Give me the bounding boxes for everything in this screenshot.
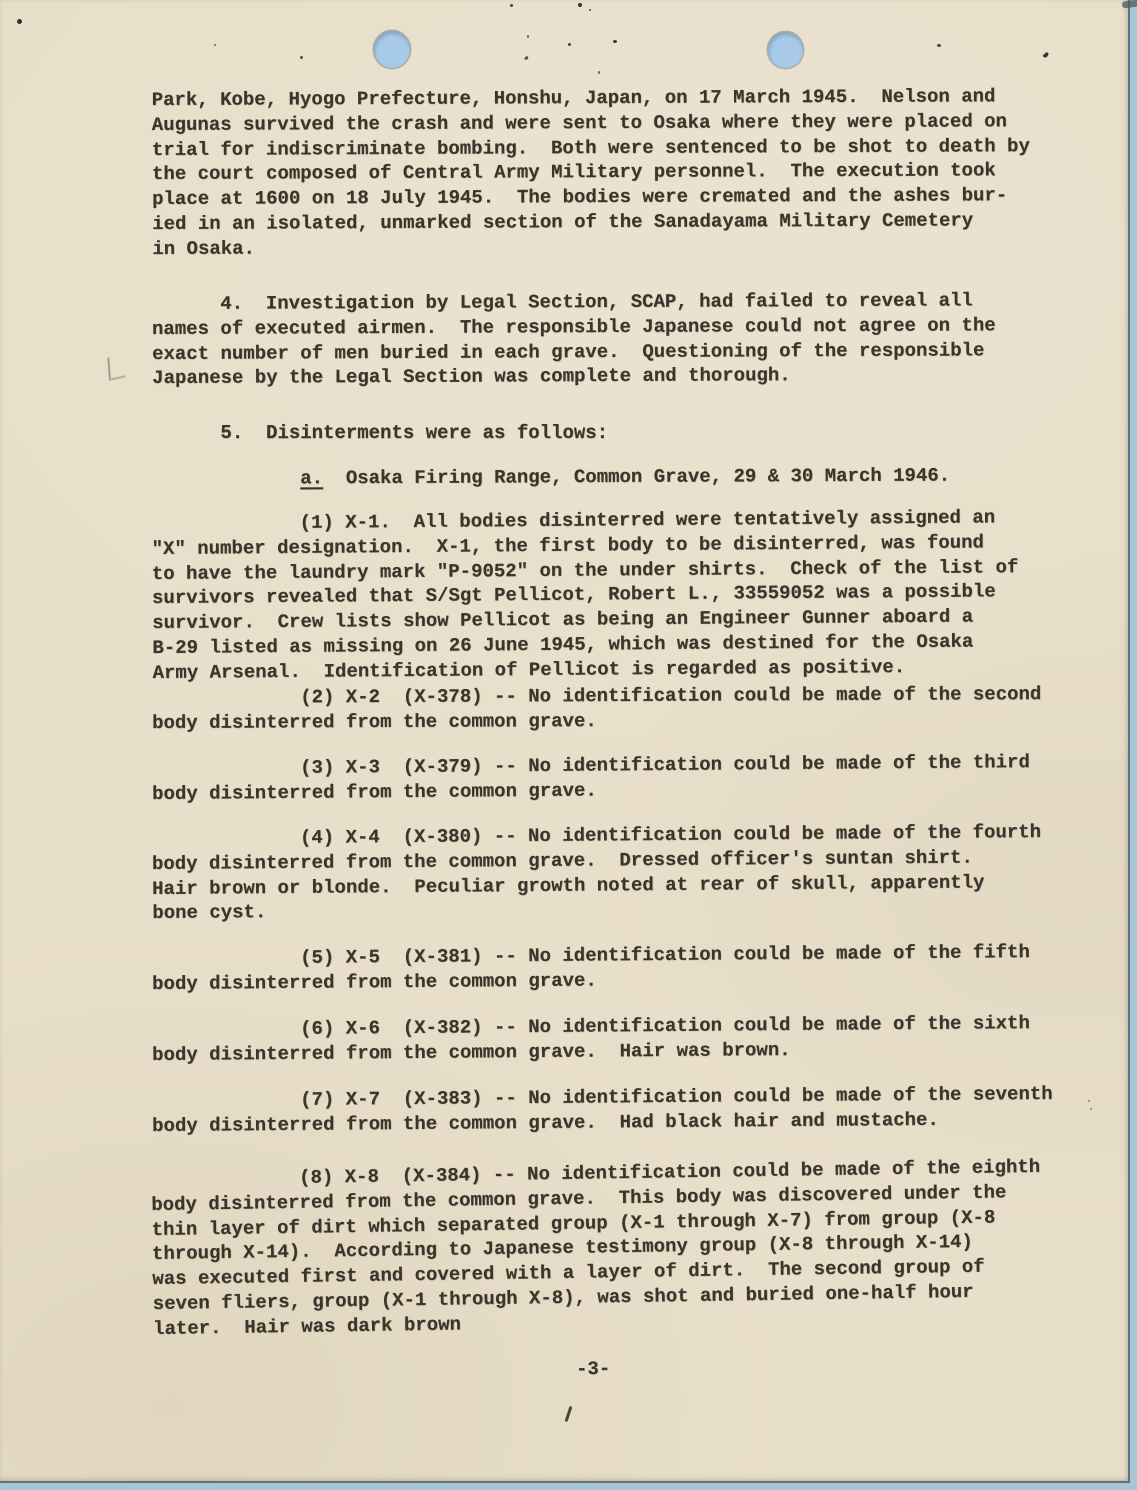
ink-speck xyxy=(510,4,513,7)
punch-hole-left xyxy=(374,31,410,68)
paragraph-4-investigation: 4. Investigation by Legal Section, SCAP, had failed to reveal all names of executed airmen. The responsible Japanese could not agree on the exact number of men buried in each grave. Questioning of the responsible Japanese by the Legal Section was complete and thorough. xyxy=(151,288,996,389)
stray-pen-mark xyxy=(565,1406,573,1422)
disinterment-x5: (5) X-5 (X-381) -- No identification could be made of the fifth body disinterred from the common grave. xyxy=(151,941,1030,996)
section-a-heading xyxy=(152,462,1097,491)
disinterment-x3: (3) X-3 (X-379) -- No identification could be made of the third body disinterred from the common grave. xyxy=(151,750,1030,805)
punch-hole-right xyxy=(768,32,803,68)
ink-speck xyxy=(578,3,582,7)
ink-speck xyxy=(598,71,600,74)
ink-speck xyxy=(300,56,303,59)
ink-speck xyxy=(1043,51,1050,58)
section-a-label: a. xyxy=(300,466,324,489)
ink-speck xyxy=(937,44,941,47)
ink-speck xyxy=(214,44,216,46)
disinterment-x2: (2) X-2 (X-378) -- No identification could be made of the second body disinterred from the common grave. xyxy=(151,683,1042,734)
pencil-check-mark xyxy=(107,354,125,381)
disinterment-x7: (7) X-7 (X-383) -- No identification could be made of the seventh body disinterred from the common grave. Had black hair and mustache. xyxy=(151,1082,1053,1137)
disinterment-x8: (8) X-8 (X-384) -- No identification could be made of the eighth body disinterred from the common grave. This body was discovered under the thin layer of dirt which separated group (X-1 through X-7) from group (X-8 through X-14). According to Japanese testimony group (X-8 through X-14) was executed first and covered with a layer of dirt. The second group of seven fliers, group (X-1 through X-8), was shot and buried one-half hour later. Hair was dark brown xyxy=(150,1155,1041,1340)
typewritten-text-block xyxy=(150,85,1097,1342)
disinterment-x6: (6) X-6 (X-382) -- No identification could be made of the sixth body disinterred from the common grave. Hair was brown. xyxy=(151,1012,1030,1066)
disinterment-x1: (1) X-1. All bodies disinterred were tentatively assigned an "X" number designation. X-1, the first body to be disinterred, was found to have the laundry mark "P-9052" on the under shirts. Check of the list of survivors revealed that S/Sgt Pellicot, Robert L., 33559052 was a possible survivor. Crew lists show Pellicot as being an Engineer Gunner aboard a B-29 listed as missing on 26 June 1945, which was destined for the Osaka Army Arsenal. Identification of Pellicot is regarded as positive. xyxy=(151,506,1019,685)
ink-speck xyxy=(17,19,22,24)
ink-speck xyxy=(589,9,591,11)
ink-speck xyxy=(568,43,571,46)
ink-speck xyxy=(527,35,529,38)
paragraph-5-disinterments: 5. Disinterments were as follows: xyxy=(152,421,609,444)
corner-smudge xyxy=(1122,0,1137,9)
ink-speck xyxy=(613,40,617,43)
disinterment-x4: (4) X-4 (X-380) -- No identification could be made of the fourth body disinterred from the common grave. Dressed officer's suntan shirt. Hair brown or blonde. Peculiar growth noted at rear of skull, apparently bone cyst. xyxy=(151,821,1042,925)
page-number: -3- xyxy=(575,1357,611,1381)
paragraph-crash-and-execution: Park, Kobe, Hyogo Prefecture, Honshu, Japan, on 17 March 1945. Nelson and Augunas survived the crash and were sent to Osaka where they were placed on trial for indiscriminate bombing. Both were sentenced to be shot to death by the court composed of Central Army Military personnel. The execution took place at 1600 on 18 July 1945. The bodies were cremated and the ashes bur- ied in an isolated, unmarked section of the Sanadayama Military Cemetery in Osaka. xyxy=(151,85,1030,260)
section-a-text: Osaka Firing Range, Common Grave, 29 & 30 March 1946. xyxy=(322,464,951,489)
ink-speck xyxy=(524,56,529,61)
